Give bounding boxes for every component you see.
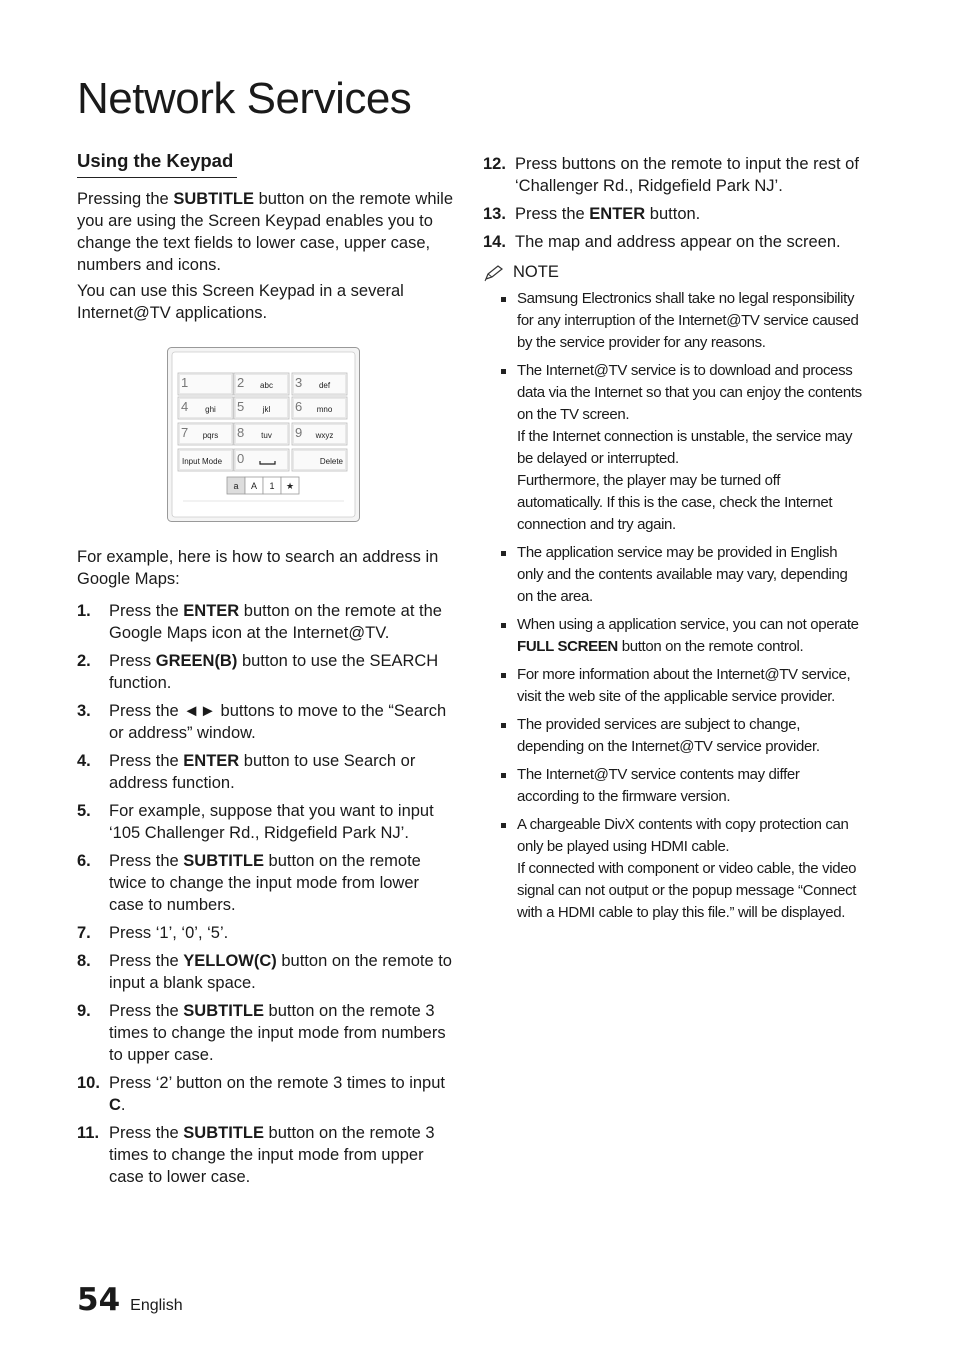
intro-paragraph-2: You can use this Screen Keypad in a several Internet@TV applications. xyxy=(77,282,404,322)
left-column xyxy=(77,150,455,1194)
note-item: For more information about the Internet@TV service, visit the web site of the applicable service provider. xyxy=(501,664,863,708)
svg-text:jkl: jkl xyxy=(262,405,271,414)
bullet-icon xyxy=(501,623,506,628)
note-item: The Internet@TV service is to download and process data via the Internet so that you can enjoy the contents on the TV screen. If the Internet connection is unstable, the service may be delayed or interrupted. Furthermore, the player may be turned off automatically. If this is the case, check the Internet connection and try again. xyxy=(501,360,863,536)
step-item: 9. Press the SUBTITLE button on the remote 3 times to change the input mode from numbers to upper case. xyxy=(77,1002,446,1064)
intro-paragraph: Pressing the SUBTITLE button on the remote while you are using the Screen Keypad enables you to change the text fields to lower case, upper case, numbers and icons. xyxy=(77,190,454,274)
steps-list xyxy=(77,600,455,1188)
svg-text:3: 3 xyxy=(295,375,303,390)
svg-text:A: A xyxy=(250,481,258,491)
step-item: 2. Press GREEN(B) button to use the SEARCH function. xyxy=(77,652,439,692)
keypad-illustration xyxy=(167,347,360,522)
language-label: English xyxy=(130,1297,183,1314)
pencil-icon xyxy=(483,264,505,282)
svg-text:wxyz: wxyz xyxy=(315,431,334,440)
keypad-key[interactable] xyxy=(234,397,289,419)
steps-list-continued xyxy=(483,153,863,253)
svg-text:abc: abc xyxy=(260,381,273,390)
keypad-mode-tab[interactable] xyxy=(263,477,281,494)
note-heading xyxy=(483,263,863,282)
keypad-key-delete[interactable] xyxy=(292,449,347,471)
note-item: When using a application service, you can not operate FULL SCREEN button on the remote control. xyxy=(501,614,863,658)
keypad-key-zero[interactable] xyxy=(234,449,289,471)
section-heading: Using the Keypad xyxy=(77,150,237,178)
svg-text:tuv: tuv xyxy=(261,431,272,440)
svg-text:Delete: Delete xyxy=(319,457,343,466)
svg-text:5: 5 xyxy=(237,399,245,414)
keypad-key[interactable] xyxy=(234,373,289,395)
keypad-key-input[interactable] xyxy=(178,449,233,471)
step-item: 14. The map and address appear on the screen. xyxy=(483,233,841,251)
note-item: A chargeable DivX contents with copy protection can only be played using HDMI cable. If connected with component or video cable, the video signal can not output or the popup message “Connect with a HDMI cable to play this file.” will be displayed. xyxy=(501,814,863,924)
svg-text:1: 1 xyxy=(269,481,275,491)
note-item: The Internet@TV service contents may differ according to the firmware version. xyxy=(501,764,863,808)
svg-text:0: 0 xyxy=(237,451,245,466)
step-item: 13. Press the ENTER button. xyxy=(483,205,701,223)
bullet-icon xyxy=(501,673,506,678)
keypad-key[interactable] xyxy=(178,423,233,445)
step-item: 12. Press buttons on the remote to input the rest of ‘Challenger Rd., Ridgefield Park NJ’. xyxy=(483,155,859,195)
notes-list xyxy=(483,288,863,924)
svg-text:9: 9 xyxy=(295,425,303,440)
svg-text:Input Mode: Input Mode xyxy=(182,457,223,466)
step-item: 4. Press the ENTER button to use Search or address function. xyxy=(77,752,416,792)
keypad-key[interactable] xyxy=(178,397,233,419)
svg-text:★: ★ xyxy=(285,481,295,491)
page-title: Network Services xyxy=(77,74,412,123)
keypad-key[interactable] xyxy=(234,423,289,445)
step-item: 5. For example, suppose that you want to input ‘105 Challenger Rd., Ridgefield Park NJ’. xyxy=(77,802,434,842)
keypad-key[interactable] xyxy=(292,373,347,395)
svg-text:8: 8 xyxy=(237,425,245,440)
keypad-mode-tab[interactable] xyxy=(245,477,263,494)
keypad-key[interactable] xyxy=(292,423,347,445)
keypad-mode-tab[interactable] xyxy=(227,477,245,494)
bullet-icon xyxy=(501,723,506,728)
keypad-key[interactable] xyxy=(178,373,233,395)
step-item: 11. Press the SUBTITLE button on the remote 3 times to change the input mode from upper case to lower case. xyxy=(77,1124,435,1186)
bullet-icon xyxy=(501,551,506,556)
page-number: 54 xyxy=(77,1282,121,1318)
step-item: 6. Press the SUBTITLE button on the remote twice to change the input mode from lower case to numbers. xyxy=(77,852,421,914)
note-item: The provided services are subject to change, depending on the Internet@TV service provider. xyxy=(501,714,863,758)
svg-text:2: 2 xyxy=(237,375,245,390)
bullet-icon xyxy=(501,369,506,374)
svg-text:7: 7 xyxy=(181,425,189,440)
svg-text:mno: mno xyxy=(316,405,333,414)
svg-text:a: a xyxy=(233,481,239,491)
right-column xyxy=(483,150,863,930)
bullet-icon xyxy=(501,297,506,302)
page-footer xyxy=(77,1282,183,1318)
svg-text:ghi: ghi xyxy=(205,405,216,414)
svg-text:4: 4 xyxy=(181,399,189,414)
step-item: 10. Press ‘2’ button on the remote 3 times to input C. xyxy=(77,1074,445,1114)
svg-text:6: 6 xyxy=(295,399,303,414)
note-title: NOTE xyxy=(513,263,559,281)
svg-text:1: 1 xyxy=(181,375,189,390)
svg-text:def: def xyxy=(318,381,331,390)
step-item: 8. Press the YELLOW(C) button on the remote to input a blank space. xyxy=(77,952,452,992)
keypad-key[interactable] xyxy=(292,397,347,419)
step-item: 3. Press the ◄► buttons to move to the “Search or address” window. xyxy=(77,702,447,742)
step-item: 7. Press ‘1’, ‘0’, ‘5’. xyxy=(77,924,229,942)
bullet-icon xyxy=(501,773,506,778)
step-item: 1. Press the ENTER button on the remote at the Google Maps icon at the Internet@TV. xyxy=(77,602,442,642)
note-item: The application service may be provided in English only and the contents available may vary, depending on the area. xyxy=(501,542,863,608)
svg-text:pqrs: pqrs xyxy=(202,431,219,440)
note-item: Samsung Electronics shall take no legal responsibility for any interruption of the Internet@TV service caused by the service provider for any reasons. xyxy=(501,288,863,354)
example-paragraph: For example, here is how to search an address in Google Maps: xyxy=(77,548,439,588)
bullet-icon xyxy=(501,823,506,828)
keypad-mode-tab[interactable] xyxy=(281,477,299,494)
screen-keypad-figure xyxy=(167,347,360,522)
